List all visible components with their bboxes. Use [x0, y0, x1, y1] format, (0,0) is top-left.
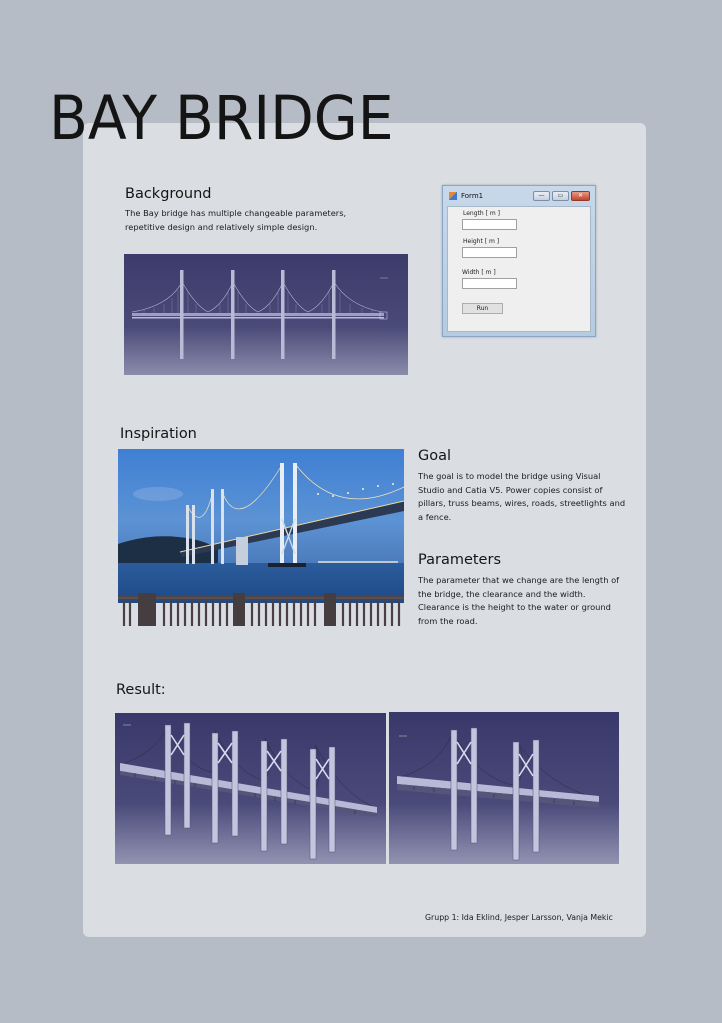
credits-text: Grupp 1: Ida Eklind, Jesper Larsson, Vanja Mekic	[425, 913, 613, 922]
height-input[interactable]	[462, 247, 517, 258]
goal-text: The goal is to model the bridge using Visual Studio and Catia V5. Power copies consist of pillars, truss beams, wires, roads, streetlights and a fence.	[418, 471, 626, 522]
minimize-button[interactable]: —	[533, 191, 550, 201]
form1-client-area	[447, 206, 591, 332]
form1-window	[442, 185, 596, 337]
goal-heading: Goal	[418, 448, 452, 464]
maximize-button[interactable]: ▭	[552, 191, 569, 201]
cad-result-four-towers-image	[115, 713, 386, 864]
result-heading: Result:	[116, 682, 166, 698]
length-input[interactable]	[462, 219, 517, 230]
width-label: Width [ m ]	[462, 269, 496, 276]
form1-title: Form1	[461, 192, 484, 200]
cad-result-two-towers-image	[389, 712, 619, 864]
parameters-text: The parameter that we change are the length of the bridge, the clearance and the width. Clearance is the height to the water or ground from the road.	[418, 575, 620, 626]
width-input[interactable]	[462, 278, 517, 289]
cad-side-view-image	[124, 254, 408, 375]
inspiration-heading: Inspiration	[120, 426, 197, 442]
background-heading: Background	[125, 186, 212, 202]
parameters-heading: Parameters	[418, 552, 501, 568]
background-text: The Bay bridge has multiple changeable parameters, repetitive design and relatively simple design.	[125, 208, 347, 232]
close-button[interactable]: ✕	[571, 191, 590, 201]
length-label: Length [ m ]	[463, 210, 500, 217]
height-label: Height [ m ]	[463, 238, 500, 245]
bay-bridge-photo	[118, 449, 404, 626]
page-title: BAY BRIDGE	[49, 83, 394, 154]
run-button[interactable]: Run	[462, 303, 503, 314]
app-icon	[449, 192, 457, 200]
